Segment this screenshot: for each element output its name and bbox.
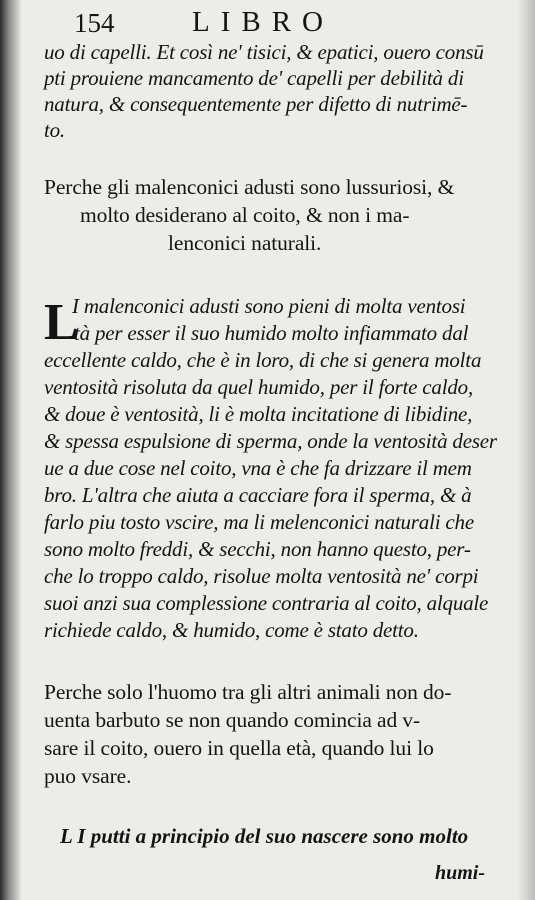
page-header xyxy=(60,4,500,38)
text-line: sono molto freddi, & secchi, non hanno questo, per- xyxy=(44,537,471,561)
text-line: uo di capelli. Et così ne' tisici, & epatici, ouero consū xyxy=(44,40,484,64)
text-line: pti prouiene mancamento de' capelli per debilità di xyxy=(44,66,464,90)
drop-cap-initial: L xyxy=(44,294,79,351)
heading-line: uenta barbuto se non quando comincia ad v- xyxy=(44,708,421,732)
heading-line: molto desiderano al coito, & non i ma- xyxy=(80,203,410,227)
heading-line: sare il coito, ouero in quella età, quando lui lo xyxy=(44,736,434,760)
text-line: L I putti a principio del suo nascere sono molto xyxy=(60,824,469,848)
page-gutter-shadow xyxy=(0,0,22,900)
text-line: ventosità risoluta da quel humido, per il forte caldo, xyxy=(44,375,474,399)
text-line: bro. L'altra che aiuta a cacciare fora il sperma, & à xyxy=(44,483,472,507)
text-line: eccellente caldo, che è in loro, di che si genera molta xyxy=(44,348,482,372)
text-line: I malenconici adusti sono pieni di molta ventosi xyxy=(72,294,466,318)
text-line: suoi anzi sua complessione contraria al coito, alquale xyxy=(44,591,489,615)
text-line: & spessa espulsione di sperma, onde la ventosità deser xyxy=(44,429,497,453)
text-line: richiede caldo, & humido, come è stato detto. xyxy=(44,618,419,642)
heading-line: lenconici naturali. xyxy=(168,231,322,255)
catchword: humi- xyxy=(434,862,485,884)
running-head: LIBRO xyxy=(192,6,334,38)
text-line: che lo troppo caldo, risolue molta ventosità ne' corpi xyxy=(44,564,479,588)
text-line: ue a due cose nel coito, vna è che fa drizzare il mem xyxy=(44,456,472,480)
page-edge-shadow xyxy=(517,0,535,900)
page-number: 154 xyxy=(74,8,115,38)
text-line: & doue è ventosità, li è molta incitatione di libidine, xyxy=(44,402,473,426)
text-line: tà per esser il suo humido molto infiammato dal xyxy=(74,321,469,345)
heading-line: puo vsare. xyxy=(44,764,132,788)
text-line: to. xyxy=(44,118,65,142)
heading-line: Perche solo l'huomo tra gli altri animali non do- xyxy=(44,680,452,704)
heading-line: Perche gli malenconici adusti sono lussuriosi, & xyxy=(44,175,455,199)
text-line: farlo piu tosto vscire, ma li melenconici naturali che xyxy=(44,510,474,534)
text-line: natura, & consequentemente per difetto di nutrimē- xyxy=(44,92,468,116)
